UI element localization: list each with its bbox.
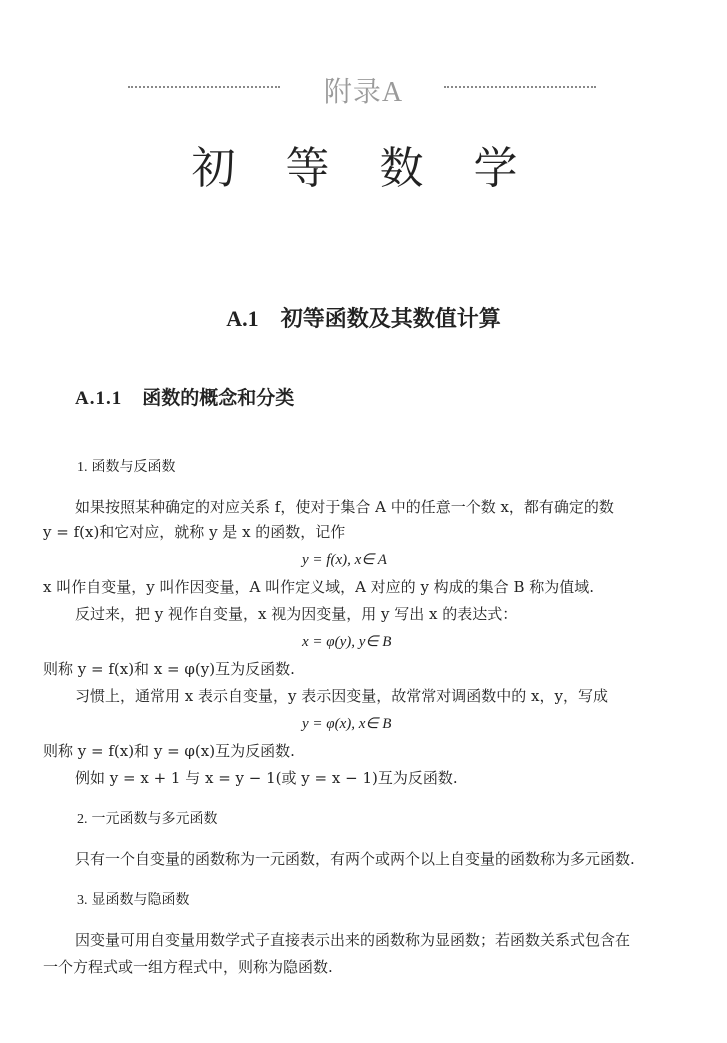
heading-title: 函数与反函数 [91, 459, 176, 475]
subsection-number: A.1.1 [75, 388, 123, 409]
paragraph-line: 只有一个自变量的函数称为一元函数，有两个或两个以上自变量的函数称为多元函数. [75, 850, 635, 868]
heading-explicit-implicit [77, 889, 190, 909]
heading-title: 显函数与隐函数 [91, 892, 190, 908]
paragraph-line: 则称 y = f(x)和 x = φ(y)互为反函数. [43, 660, 295, 678]
paragraph-line: 则称 y = f(x)和 y = φ(x)互为反函数. [43, 742, 295, 760]
paragraph-line: x 叫作自变量，y 叫作因变量，A 叫作定义域，A 对应的 y 构成的集合 B 称为值域. [43, 578, 595, 596]
heading-functions-inverse [77, 456, 176, 476]
paragraph-line: y = f(x)和它对应，就称 y 是 x 的函数，记作 [43, 523, 346, 541]
section-number: A.1 [226, 306, 259, 331]
header-dotted-rule-right [444, 86, 596, 88]
formula-line: y = φ(x), x∈ B [302, 716, 392, 732]
subsection-heading [75, 383, 294, 410]
heading-number: 3. [77, 893, 88, 908]
paragraph-line: 反过来，把 y 视作自变量，x 视为因变量，用 y 写出 x 的表达式： [75, 605, 518, 623]
paragraph-line: 因变量可用自变量用数学式子直接表示出来的函数称为显函数；若函数关系式包含在 [75, 931, 631, 949]
heading-title: 一元函数与多元函数 [91, 811, 218, 827]
heading-number: 2. [77, 812, 88, 827]
formula-line: y = f(x), x∈ A [302, 552, 387, 568]
appendix-label: 附录A [323, 77, 404, 108]
heading-univariate-multivariate [77, 808, 218, 828]
formula-line: x = φ(y), y∈ B [302, 634, 392, 650]
paragraph-line: 如果按照某种确定的对应关系 f，使对于集合 A 中的任意一个数 x，都有确定的数 [75, 498, 614, 516]
chapter-title: 初 等 数 学 [191, 143, 536, 194]
paragraph-line: 例如 y = x + 1 与 x = y − 1(或 y = x − 1)互为反函数. [75, 769, 458, 787]
paragraph-line: 习惯上，通常用 x 表示自变量，y 表示因变量，故常常对调函数中的 x，y，写成 [75, 687, 608, 705]
paragraph-line: 一个方程式或一组方程式中，则称为隐函数. [43, 958, 333, 976]
section-heading [0, 302, 727, 333]
subsection-title: 函数的概念和分类 [142, 387, 295, 409]
heading-number: 1. [77, 460, 88, 475]
section-title: 初等函数及其数值计算 [280, 306, 501, 332]
